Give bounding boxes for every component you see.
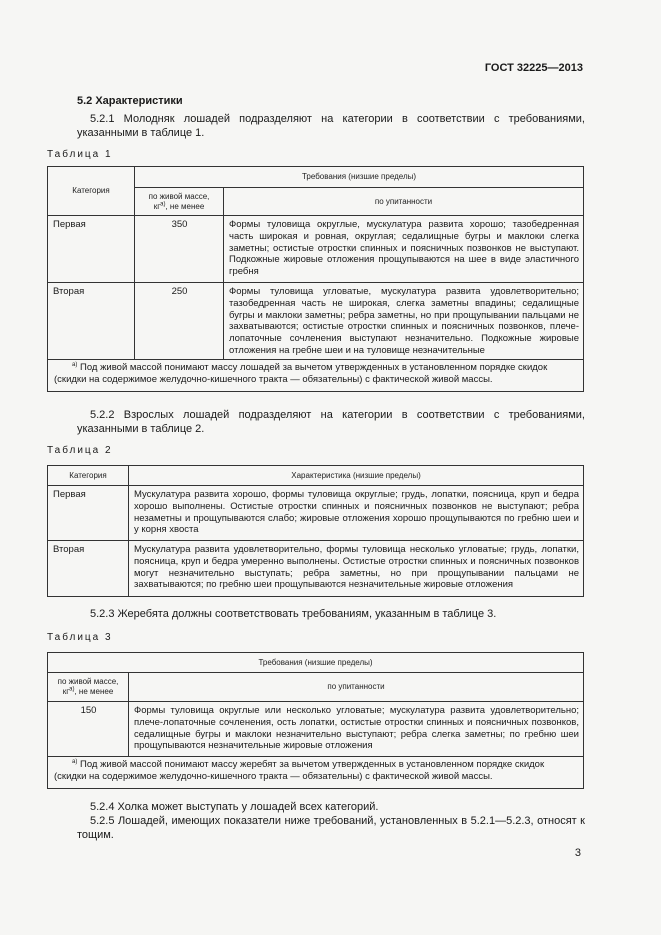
table-2-caption: Таблица 2 xyxy=(47,445,113,456)
paragraph-5-2-5: 5.2.5 Лошадей, имеющих показатели ниже требований, установленных в 5.2.1—5.2.3, относят к тощим. xyxy=(77,815,585,841)
table-row xyxy=(48,216,584,283)
t3-row1-weight: 150 xyxy=(48,702,129,757)
t1-row2-fatness: Формы туловища угловатые, мускулатура развита удовлетворительно; тазобедренная часть не широкая, слегка заметны впадины; седалищные бугры и маклоки заметны; ребра заметны, но при прощупывании пальцами не захватываются; остистые отростки спинных и поясничных позвонков, плече-лопаточные сочленения выступают незначительно. Подкожные жировые отложения на гребне шеи и на туловище незначительные xyxy=(224,283,584,360)
t1-row2-category: Вторая xyxy=(48,283,135,360)
paragraph-5-2-4: 5.2.4 Холка может выступать у лошадей всех категорий. xyxy=(90,801,379,813)
table-1 xyxy=(47,166,584,392)
t1-header-weight: по живой массе, $кг^{а)}$, не менее xyxy=(135,188,224,216)
t2-row2-category: Вторая xyxy=(48,541,129,597)
t1-row1-fatness: Формы туловища округлые, мускулатура развита хорошо; тазобедренная часть широкая и ровная, округлая; седалищные бугры и маклоки слегка заметны; остистые отростки спинных и поясничных позвонков не выступают. Подкожные жировые отложения прощупываются на шее в виде эластичного гребня xyxy=(224,216,584,283)
paragraph-5-2-3: 5.2.3 Жеребята должны соответствовать требованиям, указанным в таблице 3. xyxy=(90,608,497,620)
paragraph-5-2-2: 5.2.2 Взрослых лошадей подразделяют на категории в соответствии с требованиями, указанными в таблице 2. xyxy=(77,409,585,435)
t3-header-weight: по живой массе, $кг^{а)}$, не менее xyxy=(48,673,129,702)
paragraph-5-2-1: 5.2.1 Молодняк лошадей подразделяют на категории в соответствии с требованиями, указанными в таблице 1. xyxy=(77,113,585,139)
t3-footnote-row xyxy=(48,757,584,789)
table-2 xyxy=(47,465,584,597)
t1-row1-category: Первая xyxy=(48,216,135,283)
t3-row1-fatness: Формы туловища округлые или несколько угловатые; мускулатура развита удовлетворительно; плече-лопаточные сочленения, ость лопатки, остистые отростки спинных и поясничных позвонков, седалищные бугры и маклоки незначительно выступают; ребра слегка заметны; по гребню шеи прощупываются незначительные жировые отложения xyxy=(129,702,584,757)
t3-header-requirements: Требования (низшие пределы) xyxy=(48,653,584,673)
t1-header-requirements: Требования (низшие пределы) xyxy=(135,167,584,188)
table-1-caption: Таблица 1 xyxy=(47,149,113,160)
table-row xyxy=(48,283,584,360)
t1-row1-weight: 350 xyxy=(135,216,224,283)
section-title: 5.2 Характеристики xyxy=(77,95,183,107)
t2-row1-characteristic: Мускулатура развита хорошо, формы туловища округлые; грудь, лопатки, поясница, круп и бедра хорошо выполнены. Остистые отростки спинных и поясничных позвонков не выступают; ребра незаметны и прощупываются слабо; жировые отложения хорошо прощупываются по гребню шеи и у корня хвоста xyxy=(129,486,584,541)
t2-header-category: Категория xyxy=(48,466,129,486)
table-row xyxy=(48,486,584,541)
t2-row1-category: Первая xyxy=(48,486,129,541)
table-3-caption: Таблица 3 xyxy=(47,632,113,643)
t2-row2-characteristic: Мускулатура развита удовлетворительно, формы туловища несколько угловатые; грудь, лопатки, поясница, круп и бедра умеренно выполнены. Остистые отростки спинных и поясничных позвонков могут незначительно выступать; ребра заметны, но при прощупывании пальцами не захватываются; по гребню шеи прощупываются незначительные жировые отложения xyxy=(129,541,584,597)
t1-footnote: $^{а)}$ Под живой массой понимают массу лошадей за вычетом утвержденных в установленном порядке скидок (скидки на содержимое желудочно-кишечного тракта — обязательны) с фактической живой массы. xyxy=(48,360,584,392)
table-row xyxy=(48,541,584,597)
t2-header-characteristic: Характеристика (низшие пределы) xyxy=(129,466,584,486)
table-3 xyxy=(47,652,584,789)
page-number: 3 xyxy=(574,847,581,859)
t1-header-fatness: по упитанности xyxy=(224,188,584,216)
t1-header-category: Категория xyxy=(48,167,135,216)
t1-footnote-row xyxy=(48,360,584,392)
t3-footnote: $^{а)}$ Под живой массой понимают массу жеребят за вычетом утвержденных в установленном порядке скидок (скидки на содержимое желудочно-кишечного тракта — обязательны) с фактической живой массы. xyxy=(48,757,584,789)
document-id: ГОСТ 32225—2013 xyxy=(484,62,583,74)
t1-row2-weight: 250 xyxy=(135,283,224,360)
table-row xyxy=(48,702,584,757)
t3-header-fatness: по упитанности xyxy=(129,673,584,702)
